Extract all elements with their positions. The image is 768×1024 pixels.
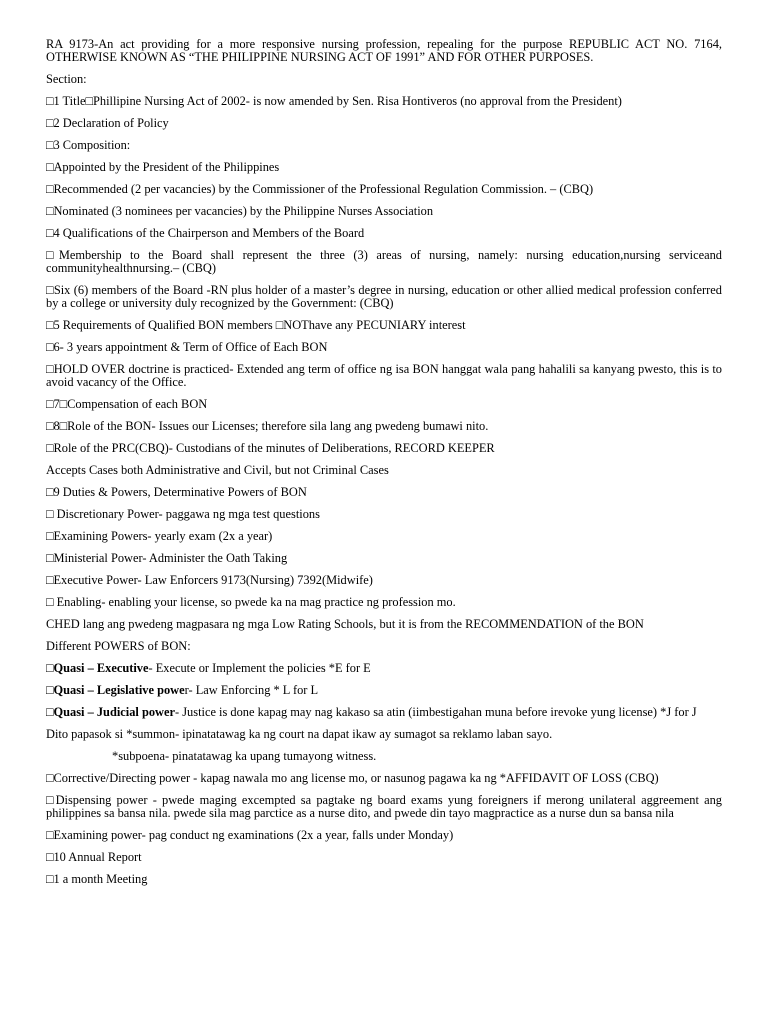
paragraph: □5 Requirements of Qualified BON members □NOThave any PECUNIARY interest [46, 318, 466, 332]
paragraph: □7□Compensation of each BON [46, 397, 208, 411]
paragraph: □Executive Power- Law Enforcers 9173(Nursing) 7392(Midwife) [46, 573, 373, 587]
paragraph: Different POWERS of BON: [46, 639, 191, 653]
paragraph: □9 Duties & Powers, Determinative Powers of BON [46, 485, 307, 499]
power-item-quasi-legislative [46, 684, 722, 697]
paragraph: CHED lang ang pwedeng magpasara ng mga Low Rating Schools, but it is from the RECOMMENDATION of the BON [46, 617, 644, 631]
paragraph: □Membership to the Board shall represent the three (3) areas of nursing, namely: nursing education,nursing serviceand communityhealthnursing.– (CBQ) [46, 248, 722, 275]
paragraph: □Recommended (2 per vacancies) by the Commissioner of the Professional Regulation Commission. – (CBQ) [46, 182, 594, 196]
checkbox-glyph: □ [46, 683, 54, 697]
power-title: Quasi – Legislative powe [53, 683, 185, 697]
section-label: Section: [46, 72, 87, 86]
paragraph: *subpoena- pinatatawag ka upang tumayong witness. [112, 749, 377, 763]
power-description: - Justice is done kapag may nag kakaso sa atin (iimbestigahan muna before irevoke yung license) *J for J [175, 705, 697, 719]
power-title: Quasi – Executive [53, 661, 149, 675]
paragraph: □1 Title□Phillipine Nursing Act of 2002- is now amended by Sen. Risa Hontiveros (no approval from the President) [46, 94, 622, 108]
paragraph: □HOLD OVER doctrine is practiced- Extended ang term of office ng isa BON hanggat wala pang hahalili sa kanyang pwesto, this is to avoid vacancy of the Office. [46, 362, 722, 389]
paragraph: □Examining Powers- yearly exam (2x a year) [46, 529, 273, 543]
power-title: Quasi – Judicial power [53, 705, 175, 719]
paragraph: □8□Role of the BON- Issues our Licenses; therefore sila lang ang pwedeng bumawi nito. [46, 419, 489, 433]
paragraph: □Dispensing power - pwede maging excempted sa pagtake ng board exams yung foreigners if merong unilateral aggreement ang philippines sa bansa nila. pwede sila mag parctice as a nurse dito, and pwede din tayo magpractice as a nurse dun sa bansa nila [46, 793, 722, 820]
power-description: r- Law Enforcing * L for L [184, 683, 319, 697]
power-item-quasi-judicial [46, 706, 722, 719]
paragraph: □Appointed by the President of the Philippines [46, 160, 280, 174]
paragraph: □1 a month Meeting [46, 872, 148, 886]
document-page [46, 38, 722, 895]
paragraph: Dito papasok si *summon- ipinatatawag ka ng court na dapat ikaw ay sumagot sa reklamo laban sayo. [46, 727, 553, 741]
paragraph: □ Discretionary Power- paggawa ng mga test questions [46, 507, 320, 521]
paragraph: □ Enabling- enabling your license, so pwede ka na mag practice ng profession mo. [46, 595, 456, 609]
checkbox-glyph: □ [46, 661, 54, 675]
paragraph: Accepts Cases both Administrative and Civil, but not Criminal Cases [46, 463, 389, 477]
paragraph: □Role of the PRC(CBQ)- Custodians of the minutes of Deliberations, RECORD KEEPER [46, 441, 495, 455]
power-description: - Execute or Implement the policies *E for E [148, 661, 371, 675]
paragraph: □4 Qualifications of the Chairperson and Members of the Board [46, 226, 365, 240]
paragraph: □3 Composition: [46, 138, 131, 152]
paragraph: □Corrective/Directing power - kapag nawala mo ang license mo, or nasunog pagawa ka ng *AFFIDAVIT OF LOSS (CBQ) [46, 771, 659, 785]
document-heading: RA 9173-An act providing for a more responsive nursing profession, repealing for the purpose REPUBLIC ACT NO. 7164, OTHERWISE KNOWN AS “THE PHILIPPINE NURSING ACT OF 1991” AND FOR OTHER PURPOSES. [46, 37, 722, 64]
paragraph: □Examining power- pag conduct ng examinations (2x a year, falls under Monday) [46, 828, 454, 842]
paragraph: □2 Declaration of Policy [46, 116, 169, 130]
paragraph: □6- 3 years appointment & Term of Office of Each BON [46, 340, 328, 354]
power-item-quasi-executive [46, 662, 722, 675]
paragraph: □10 Annual Report [46, 850, 142, 864]
paragraph: □Nominated (3 nominees per vacancies) by the Philippine Nurses Association [46, 204, 434, 218]
paragraph: □Six (6) members of the Board -RN plus holder of a master’s degree in nursing, education or other allied medical profession conferred by a college or university duly recognized by the Government: (CBQ) [46, 283, 722, 310]
checkbox-glyph: □ [46, 705, 54, 719]
paragraph: □Ministerial Power- Administer the Oath Taking [46, 551, 288, 565]
